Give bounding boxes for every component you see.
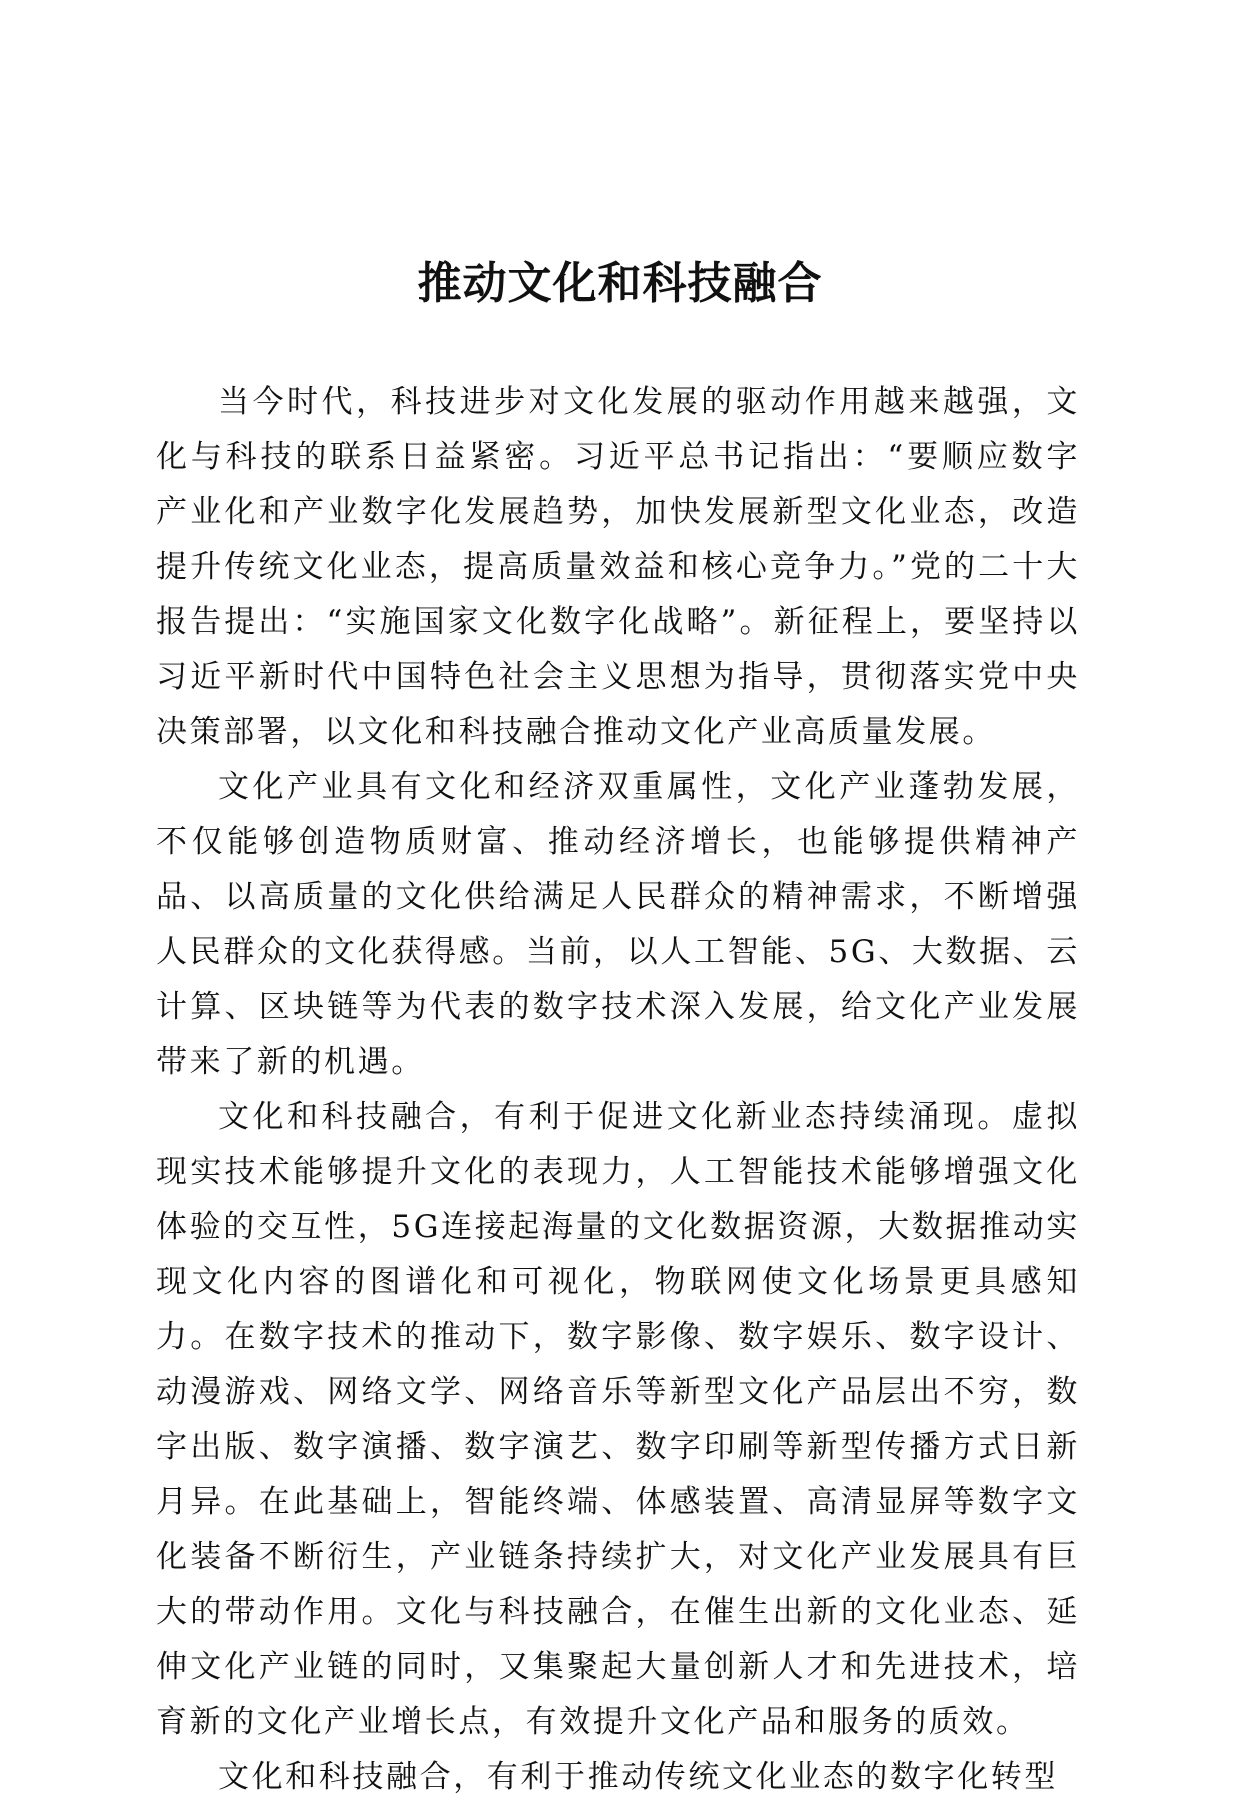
document-body bbox=[156, 375, 1080, 1805]
paragraph-1: 当今时代，科技进步对文化发展的驱动作用越来越强，文化与科技的联系日益紧密。习近平总书记指出：“要顺应数字产业化和产业数字化发展趋势，加快发展新型文化业态，改造提升传统文化业态，提高质量效益和核心竞争力。”党的二十大报告提出：“实施国家文化数字化战略”。新征程上，要坚持以习近平新时代中国特色社会主义思想为指导，贯彻落实党中央决策部署，以文化和科技融合推动文化产业高质量发展。 bbox=[156, 384, 1080, 750]
paragraph-3: 文化和科技融合，有利于促进文化新业态持续涌现。虚拟现实技术能够提升文化的表现力，人工智能技术能够增强文化体验的交互性，5G连接起海量的文化数据资源，大数据推动实现文化内容的图谱化和可视化，物联网使文化场景更具感知力。在数字技术的推动下，数字影像、数字娱乐、数字设计、动漫游戏、网络文学、网络音乐等新型文化产品层出不穷，数字出版、数字演播、数字演艺、数字印刷等新型传播方式日新月异。在此基础上，智能终端、体感装置、高清显屏等数字文化装备不断衍生，产业链条持续扩大，对文化产业发展具有巨大的带动作用。文化与科技融合，在催生出新的文化业态、延伸文化产业链的同时，又集聚起大量创新人才和先进技术，培育新的文化产业增长点，有效提升文化产品和服务的质效。 bbox=[156, 1099, 1080, 1740]
paragraph-2: 文化产业具有文化和经济双重属性，文化产业蓬勃发展，不仅能够创造物质财富、推动经济增长，也能够提供精神产品、以高质量的文化供给满足人民群众的精神需求，不断增强人民群众的文化获得感。当前，以人工智能、5G、大数据、云计算、区块链等为代表的数字技术深入发展，给文化产业发展带来了新的机遇。 bbox=[156, 769, 1080, 1080]
paragraph-4: 文化和科技融合，有利于推动传统文化业态的数字化转型 bbox=[218, 1759, 1058, 1795]
document-title: 推动文化和科技融合 bbox=[417, 258, 823, 309]
